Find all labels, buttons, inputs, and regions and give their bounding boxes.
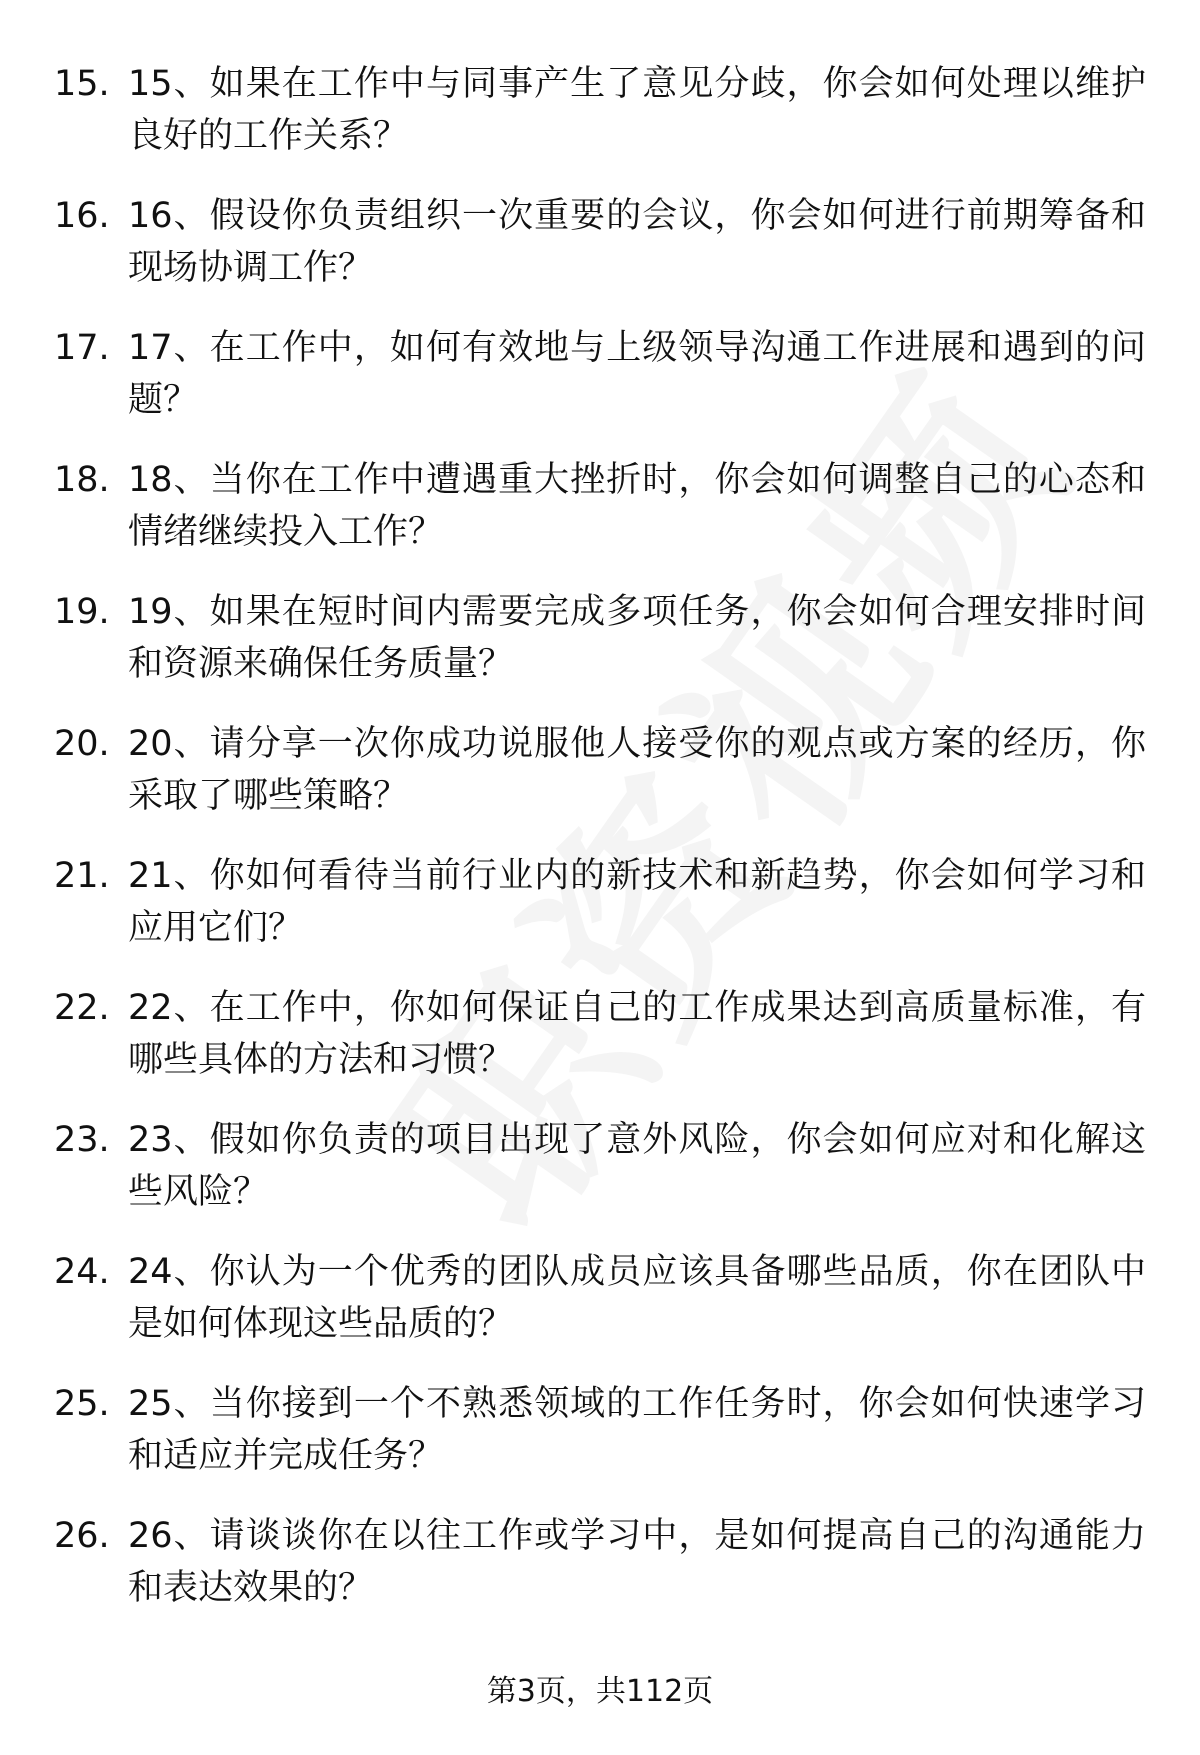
question-item	[0, 1378, 1200, 1510]
question-item	[0, 718, 1200, 850]
question-text: 19、如果在短时间内需要完成多项任务，你会如何合理安排时间和资源来确保任务质量？	[128, 592, 1146, 684]
question-number: 19.	[54, 592, 110, 632]
question-number: 15.	[54, 64, 110, 104]
question-text: 23、假如你负责的项目出现了意外风险，你会如何应对和化解这些风险？	[128, 1120, 1146, 1212]
question-item	[0, 322, 1200, 454]
question-item	[0, 982, 1200, 1114]
question-number: 22.	[54, 988, 110, 1028]
question-text: 25、当你接到一个不熟悉领域的工作任务时，你会如何快速学习和适应并完成任务？	[128, 1384, 1146, 1476]
question-item	[0, 1114, 1200, 1246]
question-item	[0, 1246, 1200, 1378]
question-text: 24、你认为一个优秀的团队成员应该具备哪些品质，你在团队中是如何体现这些品质的？	[128, 1252, 1146, 1344]
question-number: 21.	[54, 856, 110, 896]
question-item	[0, 586, 1200, 718]
page-footer: 第3页，共112页	[486, 1674, 714, 1709]
question-number: 26.	[54, 1516, 110, 1556]
question-number: 24.	[54, 1252, 110, 1292]
question-number: 25.	[54, 1384, 110, 1424]
question-item	[0, 190, 1200, 322]
question-text: 21、你如何看待当前行业内的新技术和新趋势，你会如何学习和应用它们？	[128, 856, 1146, 948]
question-number: 20.	[54, 724, 110, 764]
question-number: 18.	[54, 460, 110, 500]
question-item	[0, 850, 1200, 982]
question-number: 16.	[54, 196, 110, 236]
question-list	[0, 58, 1200, 1642]
question-text: 18、当你在工作中遭遇重大挫折时，你会如何调整自己的心态和情绪继续投入工作？	[128, 460, 1146, 552]
question-number: 23.	[54, 1120, 110, 1160]
question-item	[0, 1510, 1200, 1642]
question-text: 17、在工作中，如何有效地与上级领导沟通工作进展和遇到的问题？	[128, 328, 1146, 420]
question-item	[0, 58, 1200, 190]
question-text: 15、如果在工作中与同事产生了意见分歧，你会如何处理以维护良好的工作关系？	[128, 64, 1146, 156]
question-text: 22、在工作中，你如何保证自己的工作成果达到高质量标准，有哪些具体的方法和习惯？	[128, 988, 1146, 1080]
question-text: 20、请分享一次你成功说服他人接受你的观点或方案的经历，你采取了哪些策略？	[128, 724, 1146, 816]
question-item	[0, 454, 1200, 586]
question-text: 16、假设你负责组织一次重要的会议，你会如何进行前期筹备和现场协调工作？	[128, 196, 1146, 288]
question-text: 26、请谈谈你在以往工作或学习中，是如何提高自己的沟通能力和表达效果的？	[128, 1516, 1146, 1608]
question-number: 17.	[54, 328, 110, 368]
